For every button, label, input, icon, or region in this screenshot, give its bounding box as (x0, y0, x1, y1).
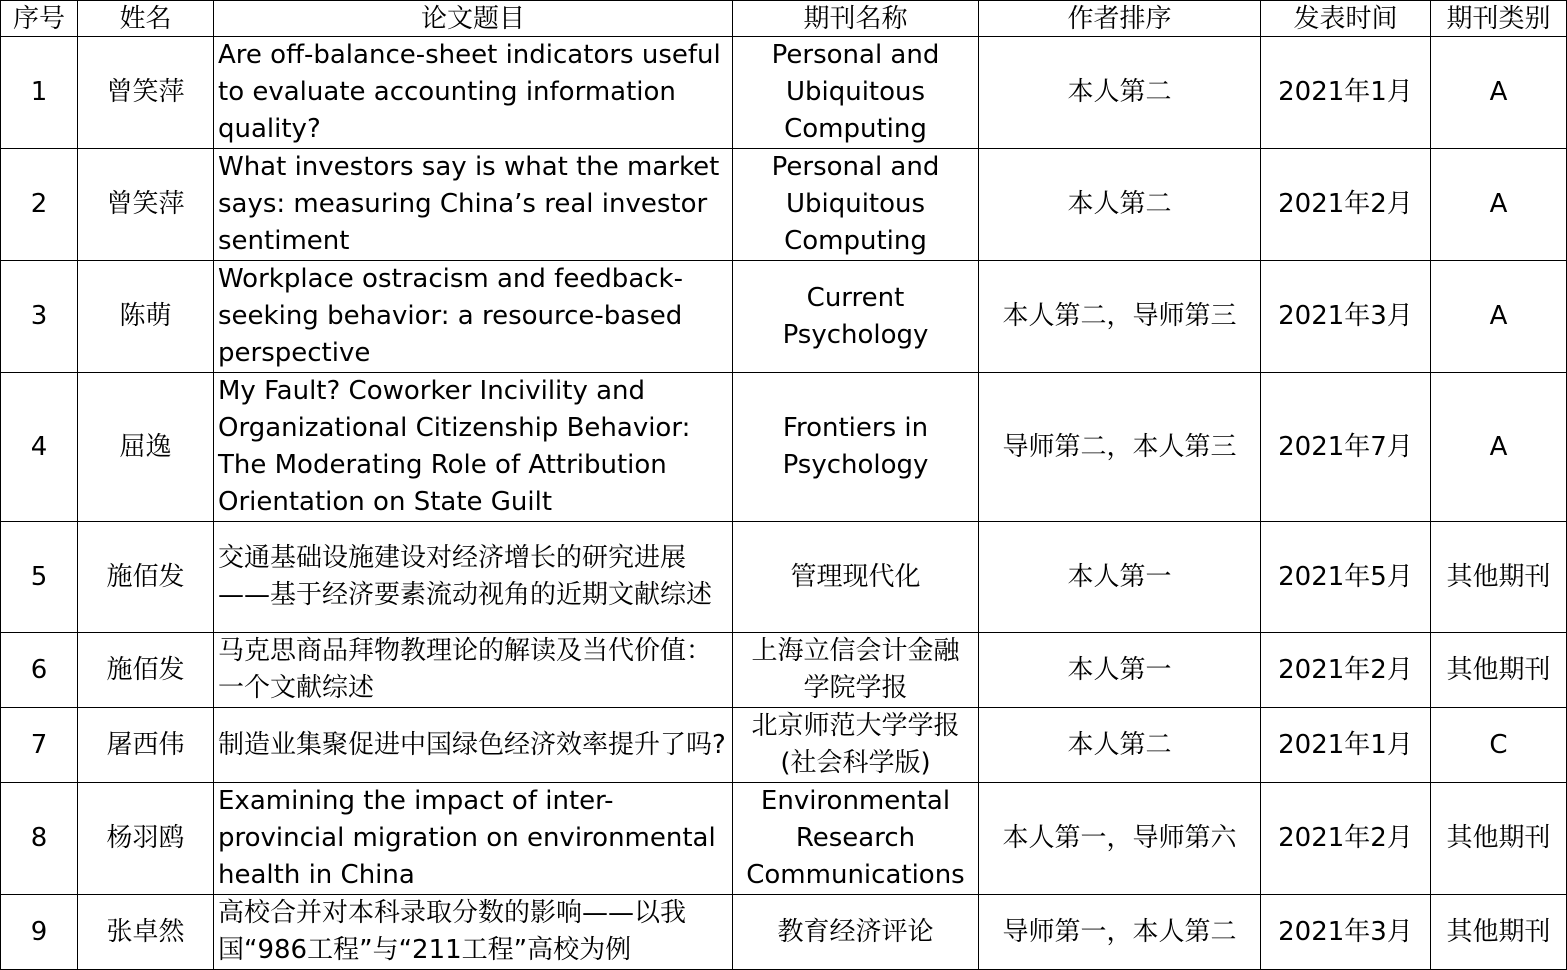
cell-title: Workplace ostracism and feedback-seeking behavior: a resource-based perspective (214, 261, 733, 373)
header-title: 论文题目 (214, 1, 733, 37)
cell-journal: 北京师范大学学报(社会科学版) (733, 708, 979, 783)
table-row (1, 633, 1567, 708)
cell-journal: 管理现代化 (733, 522, 979, 633)
header-index: 序号 (1, 1, 78, 37)
table-row (1, 895, 1567, 970)
cell-journal: Frontiers in Psychology (733, 373, 979, 522)
cell-author-order: 本人第二 (979, 149, 1261, 261)
cell-journal: 上海立信会计金融学院学报 (733, 633, 979, 708)
cell-name: 张卓然 (78, 895, 214, 970)
cell-date: 2021年1月 (1261, 37, 1431, 149)
header-category: 期刊类别 (1431, 1, 1567, 37)
cell-date: 2021年3月 (1261, 261, 1431, 373)
cell-category: A (1431, 37, 1567, 149)
cell-journal: 教育经济评论 (733, 895, 979, 970)
cell-category: A (1431, 261, 1567, 373)
cell-author-order: 导师第一，本人第二 (979, 895, 1261, 970)
header-journal: 期刊名称 (733, 1, 979, 37)
cell-journal: Personal and Ubiquitous Computing (733, 149, 979, 261)
table-row (1, 522, 1567, 633)
cell-date: 2021年7月 (1261, 373, 1431, 522)
cell-title: 制造业集聚促进中国绿色经济效率提升了吗? (214, 708, 733, 783)
cell-date: 2021年5月 (1261, 522, 1431, 633)
cell-date: 2021年3月 (1261, 895, 1431, 970)
cell-author-order: 本人第一 (979, 522, 1261, 633)
cell-author-order: 本人第二 (979, 708, 1261, 783)
cell-journal: Environmental Research Communications (733, 783, 979, 895)
cell-author-order: 导师第二，本人第三 (979, 373, 1261, 522)
cell-name: 曾笑萍 (78, 149, 214, 261)
cell-date: 2021年2月 (1261, 783, 1431, 895)
cell-author-order: 本人第一 (979, 633, 1261, 708)
cell-name: 屠西伟 (78, 708, 214, 783)
cell-index: 2 (1, 149, 78, 261)
table-row (1, 261, 1567, 373)
header-name: 姓名 (78, 1, 214, 37)
cell-date: 2021年2月 (1261, 633, 1431, 708)
cell-category: A (1431, 149, 1567, 261)
cell-name: 施佰发 (78, 633, 214, 708)
cell-title: 交通基础设施建设对经济增长的研究进展——基于经济要素流动视角的近期文献综述 (214, 522, 733, 633)
cell-category: 其他期刊 (1431, 895, 1567, 970)
cell-title: 高校合并对本科录取分数的影响——以我国“986工程”与“211工程”高校为例 (214, 895, 733, 970)
cell-title: What investors say is what the market says: measuring China’s real investor sentiment (214, 149, 733, 261)
header-author-order: 作者排序 (979, 1, 1261, 37)
cell-title: Are off-balance-sheet indicators useful to evaluate accounting information quality? (214, 37, 733, 149)
cell-name: 屈逸 (78, 373, 214, 522)
cell-journal: Personal and Ubiquitous Computing (733, 37, 979, 149)
cell-category: C (1431, 708, 1567, 783)
table-row (1, 149, 1567, 261)
cell-name: 陈萌 (78, 261, 214, 373)
cell-date: 2021年2月 (1261, 149, 1431, 261)
cell-index: 7 (1, 708, 78, 783)
cell-title: My Fault? Coworker Incivility and Organizational Citizenship Behavior: The Moderating Role of Attribution Orientation on State Guilt (214, 373, 733, 522)
cell-author-order: 本人第一，导师第六 (979, 783, 1261, 895)
cell-index: 9 (1, 895, 78, 970)
cell-title: Examining the impact of inter-provincial migration on environmental health in China (214, 783, 733, 895)
cell-name: 曾笑萍 (78, 37, 214, 149)
table-row (1, 708, 1567, 783)
header-row (1, 1, 1567, 37)
table-row (1, 783, 1567, 895)
table-row (1, 37, 1567, 149)
cell-index: 4 (1, 373, 78, 522)
cell-title: 马克思商品拜物教理论的解读及当代价值：一个文献综述 (214, 633, 733, 708)
cell-index: 8 (1, 783, 78, 895)
header-date: 发表时间 (1261, 1, 1431, 37)
cell-date: 2021年1月 (1261, 708, 1431, 783)
cell-index: 3 (1, 261, 78, 373)
cell-author-order: 本人第二，导师第三 (979, 261, 1261, 373)
cell-journal: Current Psychology (733, 261, 979, 373)
cell-category: 其他期刊 (1431, 633, 1567, 708)
cell-index: 6 (1, 633, 78, 708)
cell-name: 杨羽鸥 (78, 783, 214, 895)
cell-category: 其他期刊 (1431, 522, 1567, 633)
cell-index: 5 (1, 522, 78, 633)
cell-category: 其他期刊 (1431, 783, 1567, 895)
cell-author-order: 本人第二 (979, 37, 1261, 149)
table-row (1, 373, 1567, 522)
cell-index: 1 (1, 37, 78, 149)
cell-category: A (1431, 373, 1567, 522)
cell-name: 施佰发 (78, 522, 214, 633)
